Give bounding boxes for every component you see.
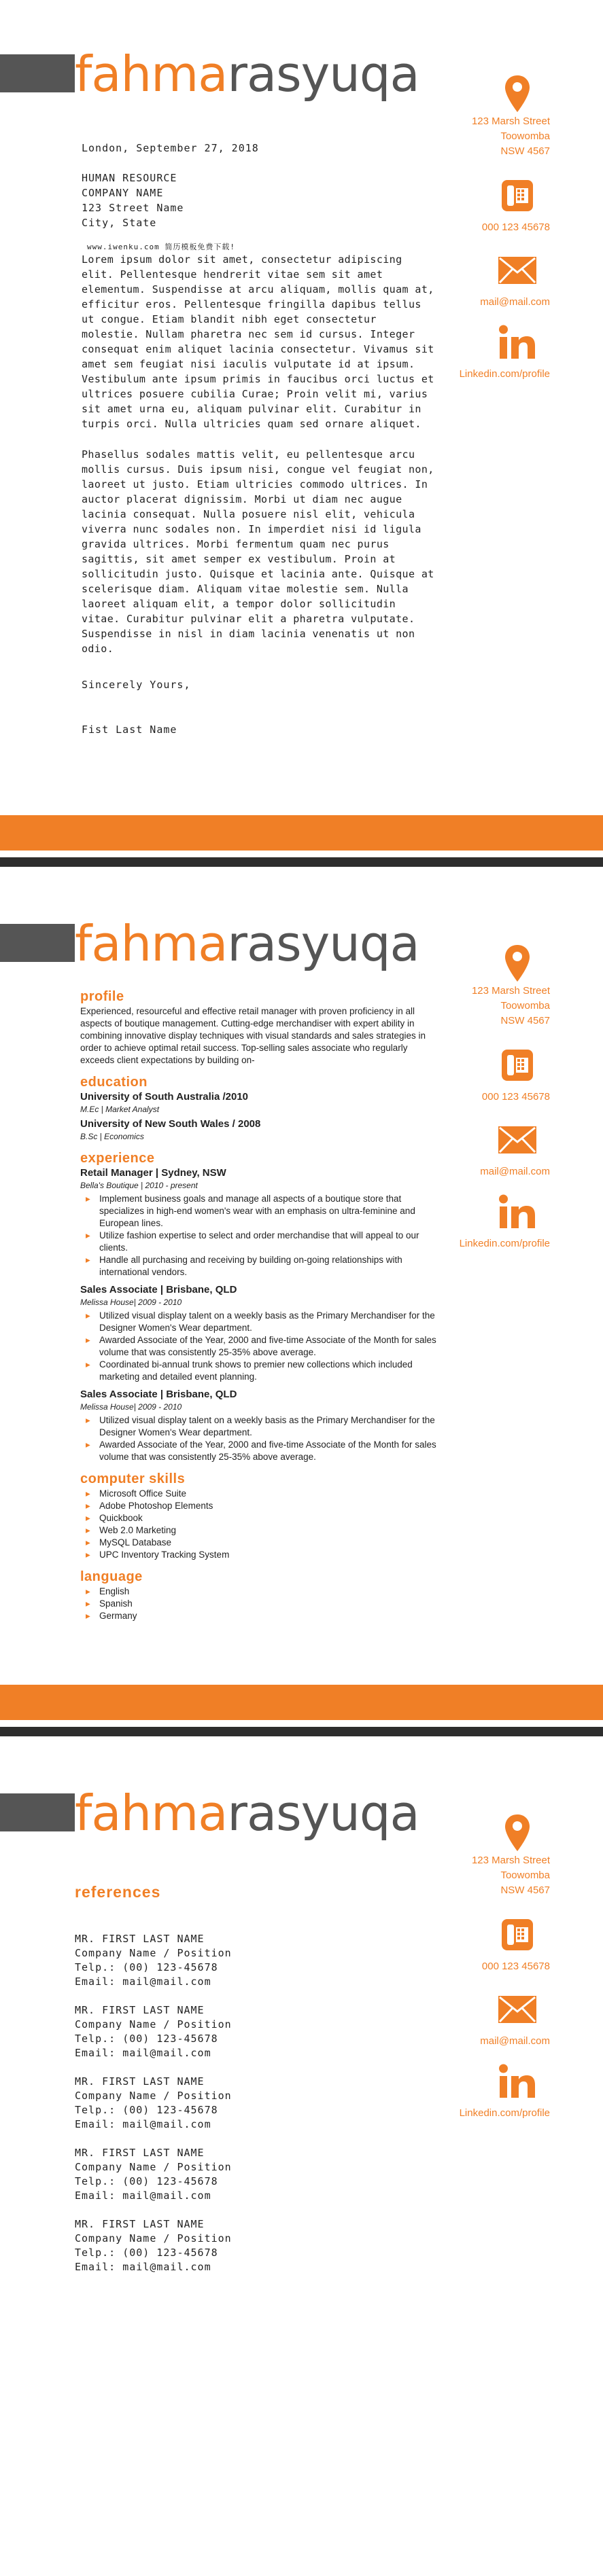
list-item: ▸ English [80,1586,441,1598]
references-list [75,1885,415,2289]
job-title: Sales Associate | Brisbane, QLD [80,1389,237,1400]
phone-icon [497,1045,538,1086]
phone-icon [497,1914,538,1955]
education-degree: B.Sc | Economics [80,1132,144,1141]
footer-band-dark [0,1727,603,1736]
brand-name: fahmarasyuqa [75,915,419,972]
section-heading-experience: experience [80,1151,155,1166]
job-bullets [80,1310,441,1383]
email-link[interactable]: mail@mail.com [480,1166,550,1177]
footer-band-dark [0,857,603,867]
envelope-icon [497,1120,538,1160]
linkedin-link[interactable]: Linkedin.com/profile [459,368,550,380]
list-item: ▸ Implement business goals and manage all aspects of a boutique store that specializes in high-end women's wear with an emphasis on ultra-feminine and European lines. [80,1193,441,1230]
list-item: ▸ Web 2.0 Marketing [80,1524,441,1537]
resume-page [0,870,603,1739]
list-item: ▸ Germany [80,1610,441,1622]
resume-body [80,990,441,1625]
recipient-line: 123 Street Name [82,202,184,214]
location-pin-icon [497,1812,538,1853]
section-heading-language: language [80,1569,143,1584]
footer-band-orange [0,815,603,851]
phone-number: 000 123 45678 [481,1091,550,1103]
reference-entry: MR. FIRST LAST NAME Company Name / Position Telp.: (00) 123-45678 Email: mail@mail.com [75,2218,232,2273]
watermark-text: www.iwenku.com 简历模板免费下载! [87,243,235,251]
list-item: ▸ Spanish [80,1598,441,1610]
brand-name [75,43,419,105]
envelope-icon [497,250,538,291]
list-item: ▸ Handle all purchasing and receiving by building on-going relationships with international vendors. [80,1254,441,1278]
address: 123 Marsh Street Toowomba NSW 4567 [471,985,550,1026]
name-accent-bar [0,924,75,962]
section-heading-education: education [80,1075,148,1090]
recipient-line: HUMAN RESOURCE [82,172,177,184]
list-item: ▸ Utilized visual display talent on a weekly basis as the Primary Merchandiser for the Designer Women's Wear department. [80,1414,441,1439]
job-title: Sales Associate | Brisbane, QLD [80,1284,237,1295]
first-name: fahma [75,46,228,103]
list-item: ▸ UPC Inventory Tracking System [80,1549,441,1561]
phone-number: 000 123 45678 [481,1961,550,1972]
letter-paragraph: Lorem ipsum dolor sit amet, consectetur adipiscing elit. Pellentesque hendrerit vitae sem sit amet elementum. Suspendisse at arcu aliquam, mollis quam at, efficitur eros. Pellentesque fringilla dapibus tellus ut congue. Etiam blandit nibh eget consectetur molestie. Nullam pharetra nec sem id cursus. Integer consequat enim aliquet lacinia consectetur. Vivamus sit amet sem feugiat nisi iaculis vulputate id at ipsum. Vestibulum ante ipsum primis in faucibus orci luctus et ultrices posuere cubilia Curae; Proin velit mi, varius sit amet urna eu, aliquam pulvinar elit. Curabitur in turpis orci. Nulla ultricies quam sed ornare aliquet. [82,253,434,430]
list-item: ▸ Coordinated bi-annual trunk shows to premier new collections which included marketing and detailed event planning. [80,1359,441,1383]
list-item: ▸ MySQL Database [80,1537,441,1549]
brand-name: fahmarasyuqa [75,1785,419,1842]
education-degree: M.Ec | Market Analyst [80,1105,160,1114]
list-item: ▸ Utilized visual display talent on a weekly basis as the Primary Merchandiser for the Designer Women's Wear department. [80,1310,441,1334]
name-accent-bar [0,1793,75,1831]
letter-body [82,141,435,737]
reference-entry: MR. FIRST LAST NAME Company Name / Position Telp.: (00) 123-45678 Email: mail@mail.com [75,2147,232,2202]
linkedin-link[interactable]: Linkedin.com/profile [459,2107,550,2119]
reference-entry: MR. FIRST LAST NAME Company Name / Position Telp.: (00) 123-45678 Email: mail@mail.com [75,2004,232,2059]
linkedin-link[interactable]: Linkedin.com/profile [459,1238,550,1249]
section-heading-skills: computer skills [80,1471,186,1486]
list-item: ▸ Awarded Associate of the Year, 2000 and five-time Associate of the Month for sales volume that was consistently 25-35% above average. [80,1334,441,1359]
location-pin-icon [497,73,538,114]
job-subtitle: Bella's Boutique | 2010 - present [80,1181,198,1190]
contact-panel [414,1812,550,2121]
list-item: ▸ Microsoft Office Suite [80,1488,441,1500]
letter-paragraph: Phasellus sodales mattis velit, eu pellentesque arcu mollis cursus. Duis ipsum nisi, congue vel feugiat non, laoreet ut justo. Etiam ultricies commodo ultrices. In auctor placerat dignissim. Morbi ut diam nec augue lacinia consequat. Nulla posuere nisl elit, vehicula viverra nunc sodales non. In imperdiet nisi id ligula gravida ultrices. Morbi fermentum quam nec purus sagittis, sit amet semper ex vestibulum. Proin at sollicitudin justo. Quisque et lacinia ante. Quisque at scelerisque diam. Aliquam vitae molestie sem. Nulla laoreet aliquam elit, a tempor dolor sollicitudin vitae. Curabitur pulvinar elit a pharetra vulputate. Suspendisse in nisl in diam lacinia venenatis ut non odio. [82,448,434,655]
job-bullets [80,1193,441,1278]
linkedin-icon [497,2061,538,2102]
section-heading-references: references [75,1883,161,1901]
linkedin-icon [497,322,538,363]
job-subtitle: Melissa House| 2009 - 2010 [80,1298,182,1307]
name-accent-bar [0,54,75,92]
job-title: Retail Manager | Sydney, NSW [80,1167,226,1179]
letter-signature: Fist Last Name [82,723,177,736]
language-list [80,1586,441,1622]
letter-date: London, September 27, 2018 [82,142,259,154]
cover-letter-page [0,0,603,870]
list-item: ▸ Awarded Associate of the Year, 2000 and five-time Associate of the Month for sales volume that was consistently 25-35% above average. [80,1439,441,1463]
envelope-icon [497,1989,538,2030]
education-school: University of New South Wales / 2008 [80,1118,261,1130]
recipient-line: COMPANY NAME [82,187,164,199]
last-name: rasyuqa [227,46,419,103]
recipient-line: City, State [82,217,157,229]
job-subtitle: Melissa House| 2009 - 2010 [80,1402,182,1412]
linkedin-icon [497,1192,538,1232]
job-bullets [80,1414,441,1463]
section-heading-profile: profile [80,989,124,1004]
address: 123 Marsh Street Toowomba NSW 4567 [471,115,550,157]
references-page [0,1739,603,2576]
phone-icon [497,175,538,216]
email-link[interactable]: mail@mail.com [480,2035,550,2047]
profile-text: Experienced, resourceful and effective retail manager with proven proficiency in all aspects of boutique management. Cutting-edge merchandiser with expert ability in combining innovative display techniques with visual standards and sales strategies in order to achieve optimal retail success. Top-selling sales associate who regularly exceeds client expectations by building on- [80,1006,426,1065]
skills-list [80,1488,441,1561]
education-school: University of South Australia /2010 [80,1091,249,1103]
list-item: ▸ Utilize fashion expertise to select and order merchandise that will appeal to our clients. [80,1230,441,1254]
list-item: ▸ Quickbook [80,1512,441,1524]
address: 123 Marsh Street Toowomba NSW 4567 [471,1855,550,1896]
reference-entry: MR. FIRST LAST NAME Company Name / Position Telp.: (00) 123-45678 Email: mail@mail.com [75,2075,232,2130]
location-pin-icon [497,943,538,984]
email-link[interactable]: mail@mail.com [480,296,550,308]
list-item: ▸ Adobe Photoshop Elements [80,1500,441,1512]
phone-number: 000 123 45678 [481,221,550,233]
footer-band-orange [0,1685,603,1720]
letter-closing: Sincerely Yours, [82,679,191,691]
reference-entry: MR. FIRST LAST NAME Company Name / Position Telp.: (00) 123-45678 Email: mail@mail.com [75,1933,232,1988]
